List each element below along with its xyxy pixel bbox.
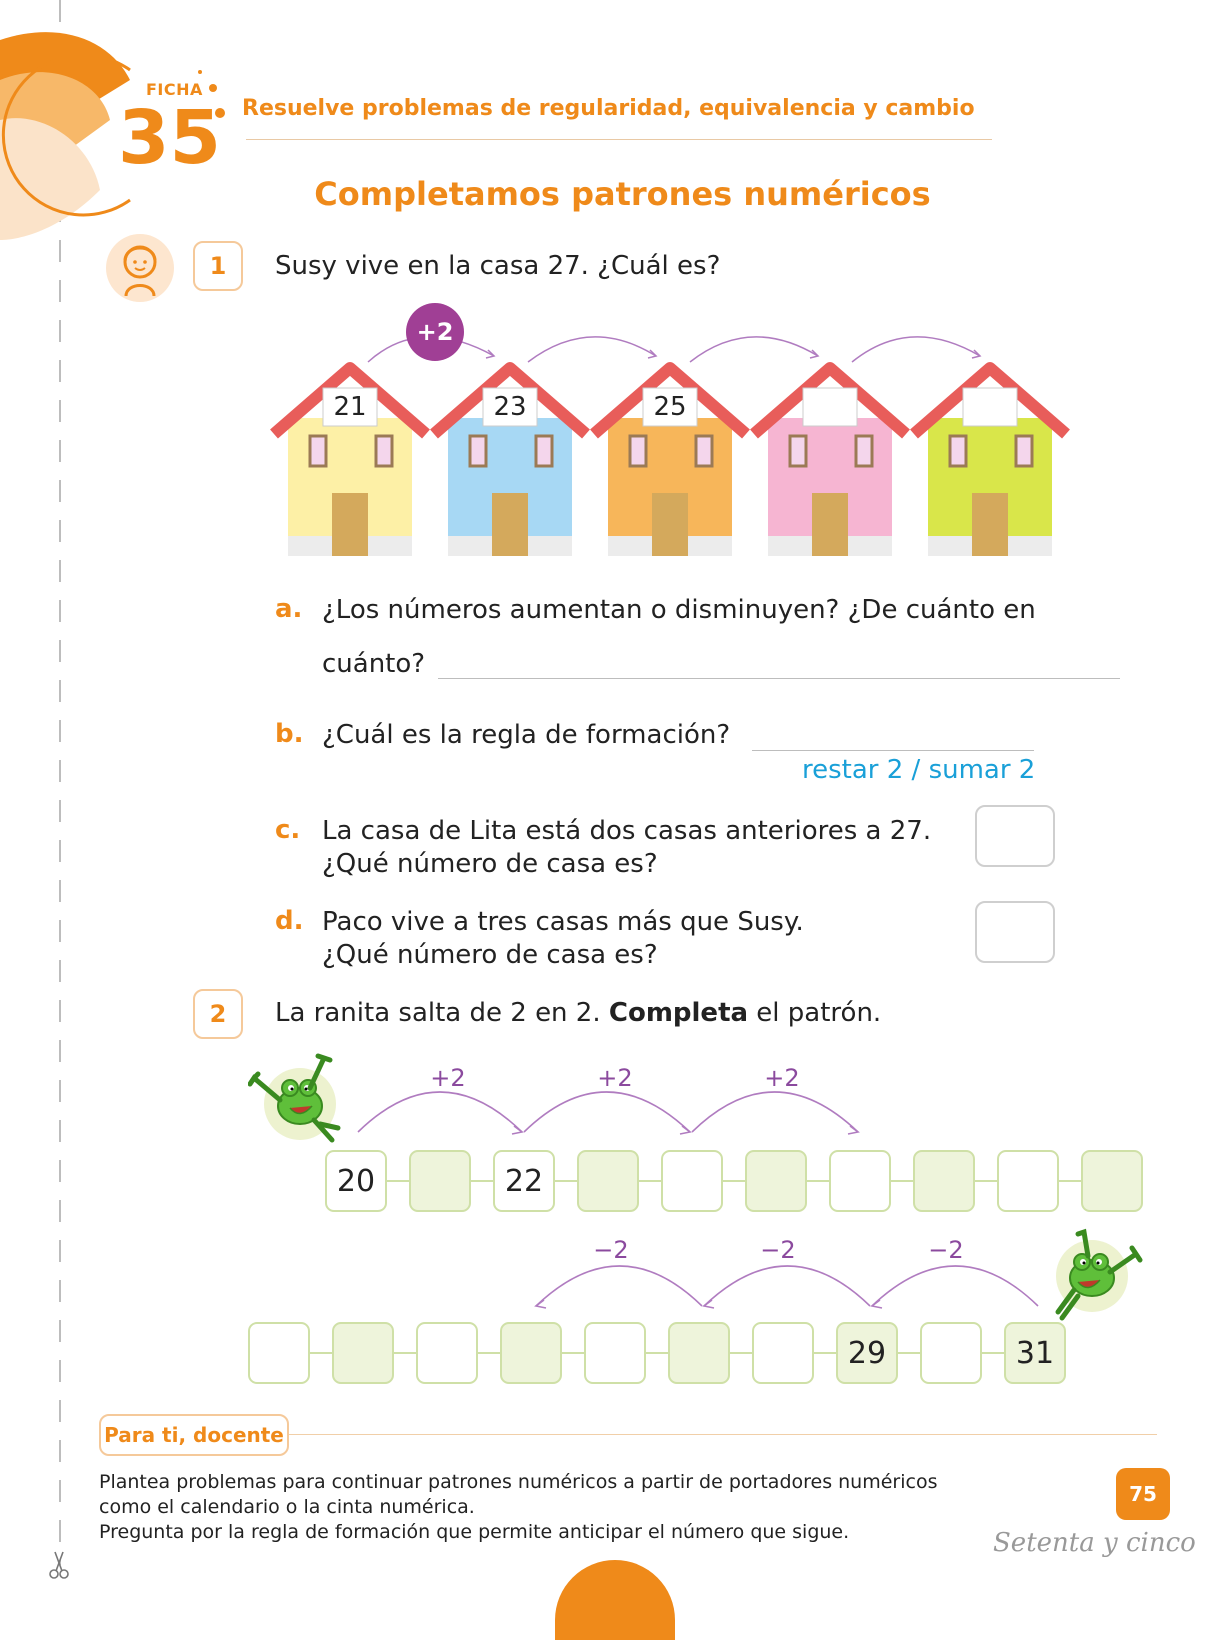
exercise-2-prompt: La ranita salta de 2 en 2. Completa el patrón. bbox=[275, 998, 882, 1028]
ficha-label: FICHA bbox=[146, 80, 203, 99]
row1-connector bbox=[639, 1180, 661, 1182]
house-number-3: 25 bbox=[653, 392, 687, 422]
row2-cell[interactable] bbox=[752, 1322, 814, 1384]
docente-line-2: como el calendario o la cinta numérica. bbox=[99, 1496, 475, 1518]
item-c-line1: La casa de Lita está dos casas anteriores a 27. bbox=[322, 816, 932, 846]
row1-cell[interactable] bbox=[661, 1150, 723, 1212]
house-number-2: 23 bbox=[493, 392, 527, 422]
item-d-letter: d. bbox=[275, 906, 304, 936]
item-c-answer-box[interactable] bbox=[975, 805, 1055, 867]
row1-connector bbox=[1059, 1180, 1081, 1182]
row1-cell[interactable] bbox=[1081, 1150, 1143, 1212]
row2-cell[interactable] bbox=[248, 1322, 310, 1384]
row1-connector bbox=[471, 1180, 493, 1182]
item-a-answer-line[interactable] bbox=[438, 678, 1120, 679]
row1-arc-label-2: +2 bbox=[597, 1064, 633, 1092]
item-d-line1: Paco vive a tres casas más que Susy. bbox=[322, 907, 804, 937]
docente-line-1: Plantea problemas para continuar patrones numéricos a partir de portadores numéricos bbox=[99, 1471, 938, 1493]
item-b-letter: b. bbox=[275, 719, 304, 749]
bottom-tab-decoration bbox=[555, 1560, 675, 1640]
row1-cell: 22 bbox=[493, 1150, 555, 1212]
row2-cell[interactable] bbox=[584, 1322, 646, 1384]
girl-avatar-icon bbox=[104, 232, 176, 304]
row2-arc-label-3: −2 bbox=[928, 1236, 964, 1264]
row1-cell[interactable] bbox=[745, 1150, 807, 1212]
header-divider bbox=[246, 139, 992, 140]
item-a-line1: ¿Los números aumentan o disminuyen? ¿De cuánto en bbox=[322, 595, 1036, 625]
item-b-answer-line[interactable] bbox=[752, 750, 1034, 751]
row2-connector bbox=[478, 1352, 500, 1354]
docente-divider bbox=[289, 1434, 1157, 1435]
row2-arc-label-1: −2 bbox=[593, 1236, 629, 1264]
row1-arc-label-3: +2 bbox=[764, 1064, 800, 1092]
item-d-answer-box[interactable] bbox=[975, 901, 1055, 963]
row2-cell[interactable] bbox=[332, 1322, 394, 1384]
row2-arc-label-2: −2 bbox=[760, 1236, 796, 1264]
row2-cell: 31 bbox=[1004, 1322, 1066, 1384]
docente-line-3: Pregunta por la regla de formación que permite anticipar el número que sigue. bbox=[99, 1521, 850, 1543]
row1-connector bbox=[807, 1180, 829, 1182]
houses-illustration bbox=[270, 300, 1090, 575]
item-b-text: ¿Cuál es la regla de formación? bbox=[322, 720, 731, 750]
row2-connector bbox=[898, 1352, 920, 1354]
item-a-line2: cuánto? bbox=[322, 649, 426, 679]
row2-connector bbox=[982, 1352, 1004, 1354]
row1-cell[interactable] bbox=[409, 1150, 471, 1212]
page-number-words: Setenta y cinco bbox=[993, 1528, 1196, 1558]
row1-connector bbox=[891, 1180, 913, 1182]
row1-cell[interactable] bbox=[913, 1150, 975, 1212]
house-number-1: 21 bbox=[333, 392, 367, 422]
row1-connector bbox=[555, 1180, 577, 1182]
row1-connector bbox=[387, 1180, 409, 1182]
item-d-line2: ¿Qué número de casa es? bbox=[322, 940, 658, 970]
row1-connector bbox=[723, 1180, 745, 1182]
house-number-4[interactable] bbox=[803, 388, 857, 426]
row2-connector bbox=[562, 1352, 584, 1354]
row2-connector bbox=[730, 1352, 752, 1354]
row1-cell[interactable] bbox=[829, 1150, 891, 1212]
row1-cell[interactable] bbox=[997, 1150, 1059, 1212]
row1-connector bbox=[975, 1180, 997, 1182]
item-a-letter: a. bbox=[275, 594, 303, 624]
docente-tab: Para ti, docente bbox=[99, 1414, 289, 1456]
row2-cell[interactable] bbox=[668, 1322, 730, 1384]
house-number-5[interactable] bbox=[963, 388, 1017, 426]
row2-connector bbox=[310, 1352, 332, 1354]
ficha-number: 35 bbox=[118, 95, 221, 181]
item-c-line2: ¿Qué número de casa es? bbox=[322, 849, 658, 879]
page-number: 75 bbox=[1116, 1468, 1170, 1520]
row2-connector bbox=[394, 1352, 416, 1354]
row2-cell: 29 bbox=[836, 1322, 898, 1384]
row2-connector bbox=[646, 1352, 668, 1354]
exercise-2-badge: 2 bbox=[193, 989, 243, 1039]
competency-heading: Resuelve problemas de regularidad, equivalencia y cambio bbox=[242, 96, 975, 121]
exercise-1-prompt: Susy vive en la casa 27. ¿Cuál es? bbox=[275, 251, 721, 281]
row2-cell[interactable] bbox=[920, 1322, 982, 1384]
scissors-icon bbox=[48, 1550, 70, 1580]
item-c-letter: c. bbox=[275, 815, 301, 845]
docente-notes bbox=[99, 1470, 999, 1545]
row2-connector bbox=[814, 1352, 836, 1354]
row2-cell[interactable] bbox=[416, 1322, 478, 1384]
row1-cell[interactable] bbox=[577, 1150, 639, 1212]
page-title: Completamos patrones numéricos bbox=[314, 175, 931, 213]
exercise-2-prompt-bold: Completa bbox=[608, 998, 749, 1028]
row1-arc-label-1: +2 bbox=[430, 1064, 466, 1092]
row1-cell: 20 bbox=[325, 1150, 387, 1212]
exercise-1-badge: 1 bbox=[193, 241, 243, 291]
item-b-answer: restar 2 / sumar 2 bbox=[802, 755, 1036, 785]
step-badge: +2 bbox=[406, 303, 464, 361]
row2-cell[interactable] bbox=[500, 1322, 562, 1384]
